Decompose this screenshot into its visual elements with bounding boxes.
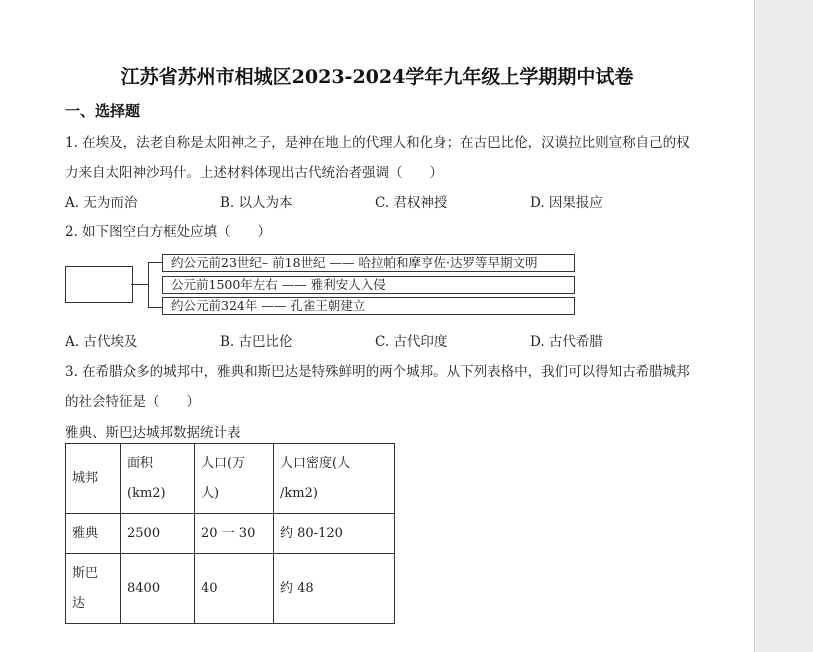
q1-stem-line2: 力来自太阳神沙玛什。上述材料体现出古代统治者强调（ ） <box>65 165 443 181</box>
table-row <box>66 554 395 624</box>
q1-stem-line1: 1. 在埃及，法老自称是太阳神之子，是神在地上的代理人和化身；在古巴比伦，汉谟拉比则宣称自己的权 <box>65 135 690 151</box>
cell-city: 斯巴 达 <box>72 565 99 611</box>
q1-option-a[interactable]: A. 无为而治 <box>65 195 138 211</box>
exam-title: 江苏省苏州市相城区2023-2024学年九年级上学期期中试卷 <box>120 66 634 88</box>
q3-stem-line1: 3. 在希腊众多的城邦中，雅典和斯巴达是特殊鲜明的两个城邦。从下列表格中，我们可以得知古希腊城邦 <box>65 364 690 380</box>
cell-area: 8400 <box>127 580 161 596</box>
q2-option-c[interactable]: C. 古代印度 <box>375 334 448 350</box>
table-caption: 雅典、斯巴达城邦数据统计表 <box>65 425 241 441</box>
city-state-table <box>65 443 395 624</box>
cell-city: 雅典 <box>72 525 99 541</box>
q1-option-b[interactable]: B. 以人为本 <box>220 195 293 211</box>
cell-density: 约 80-120 <box>280 525 343 541</box>
header-cell <box>195 444 274 514</box>
q1-option-c[interactable]: C. 君权神授 <box>375 195 448 211</box>
header-area: 面积 (km2) <box>127 455 166 501</box>
q2-option-b[interactable]: B. 古巴比伦 <box>220 334 293 350</box>
q2-option-d[interactable]: D. 古代希腊 <box>530 334 603 350</box>
header-cell <box>121 444 195 514</box>
cell-density: 约 48 <box>280 580 314 596</box>
diagram-box-1: 约公元前23世纪– 前18世纪 —— 哈拉帕和摩亨佐·达罗等早期文明 <box>162 254 575 272</box>
diagram-box-3: 约公元前324年 —— 孔雀王朝建立 <box>162 297 575 315</box>
diagram-box-2: 公元前1500年左右 —— 雅利安人入侵 <box>162 276 575 294</box>
table-header-row <box>66 444 395 514</box>
cell-population: 20 一 30 <box>201 525 256 541</box>
header-cell <box>274 444 395 514</box>
viewer-side-panel <box>754 0 813 652</box>
cell-population: 40 <box>201 580 218 596</box>
diagram-bracket <box>148 262 163 308</box>
header-city: 城邦 <box>72 470 99 486</box>
q3-stem-line2: 的社会特征是（ ） <box>65 394 200 410</box>
header-density: 人口密度(人 /km2) <box>280 455 351 501</box>
q1-option-d[interactable]: D. 因果报应 <box>530 195 603 211</box>
q2-stem: 2. 如下图空白方框处应填（ ） <box>65 224 272 240</box>
header-population: 人口(万 人) <box>201 455 246 501</box>
blank-answer-box <box>65 266 133 303</box>
section-heading: 一、选择题 <box>65 102 141 120</box>
header-cell <box>66 444 121 514</box>
cell-area: 2500 <box>127 525 161 541</box>
diagram-connector <box>131 284 148 285</box>
q2-option-a[interactable]: A. 古代埃及 <box>65 334 138 350</box>
table-row <box>66 514 395 554</box>
